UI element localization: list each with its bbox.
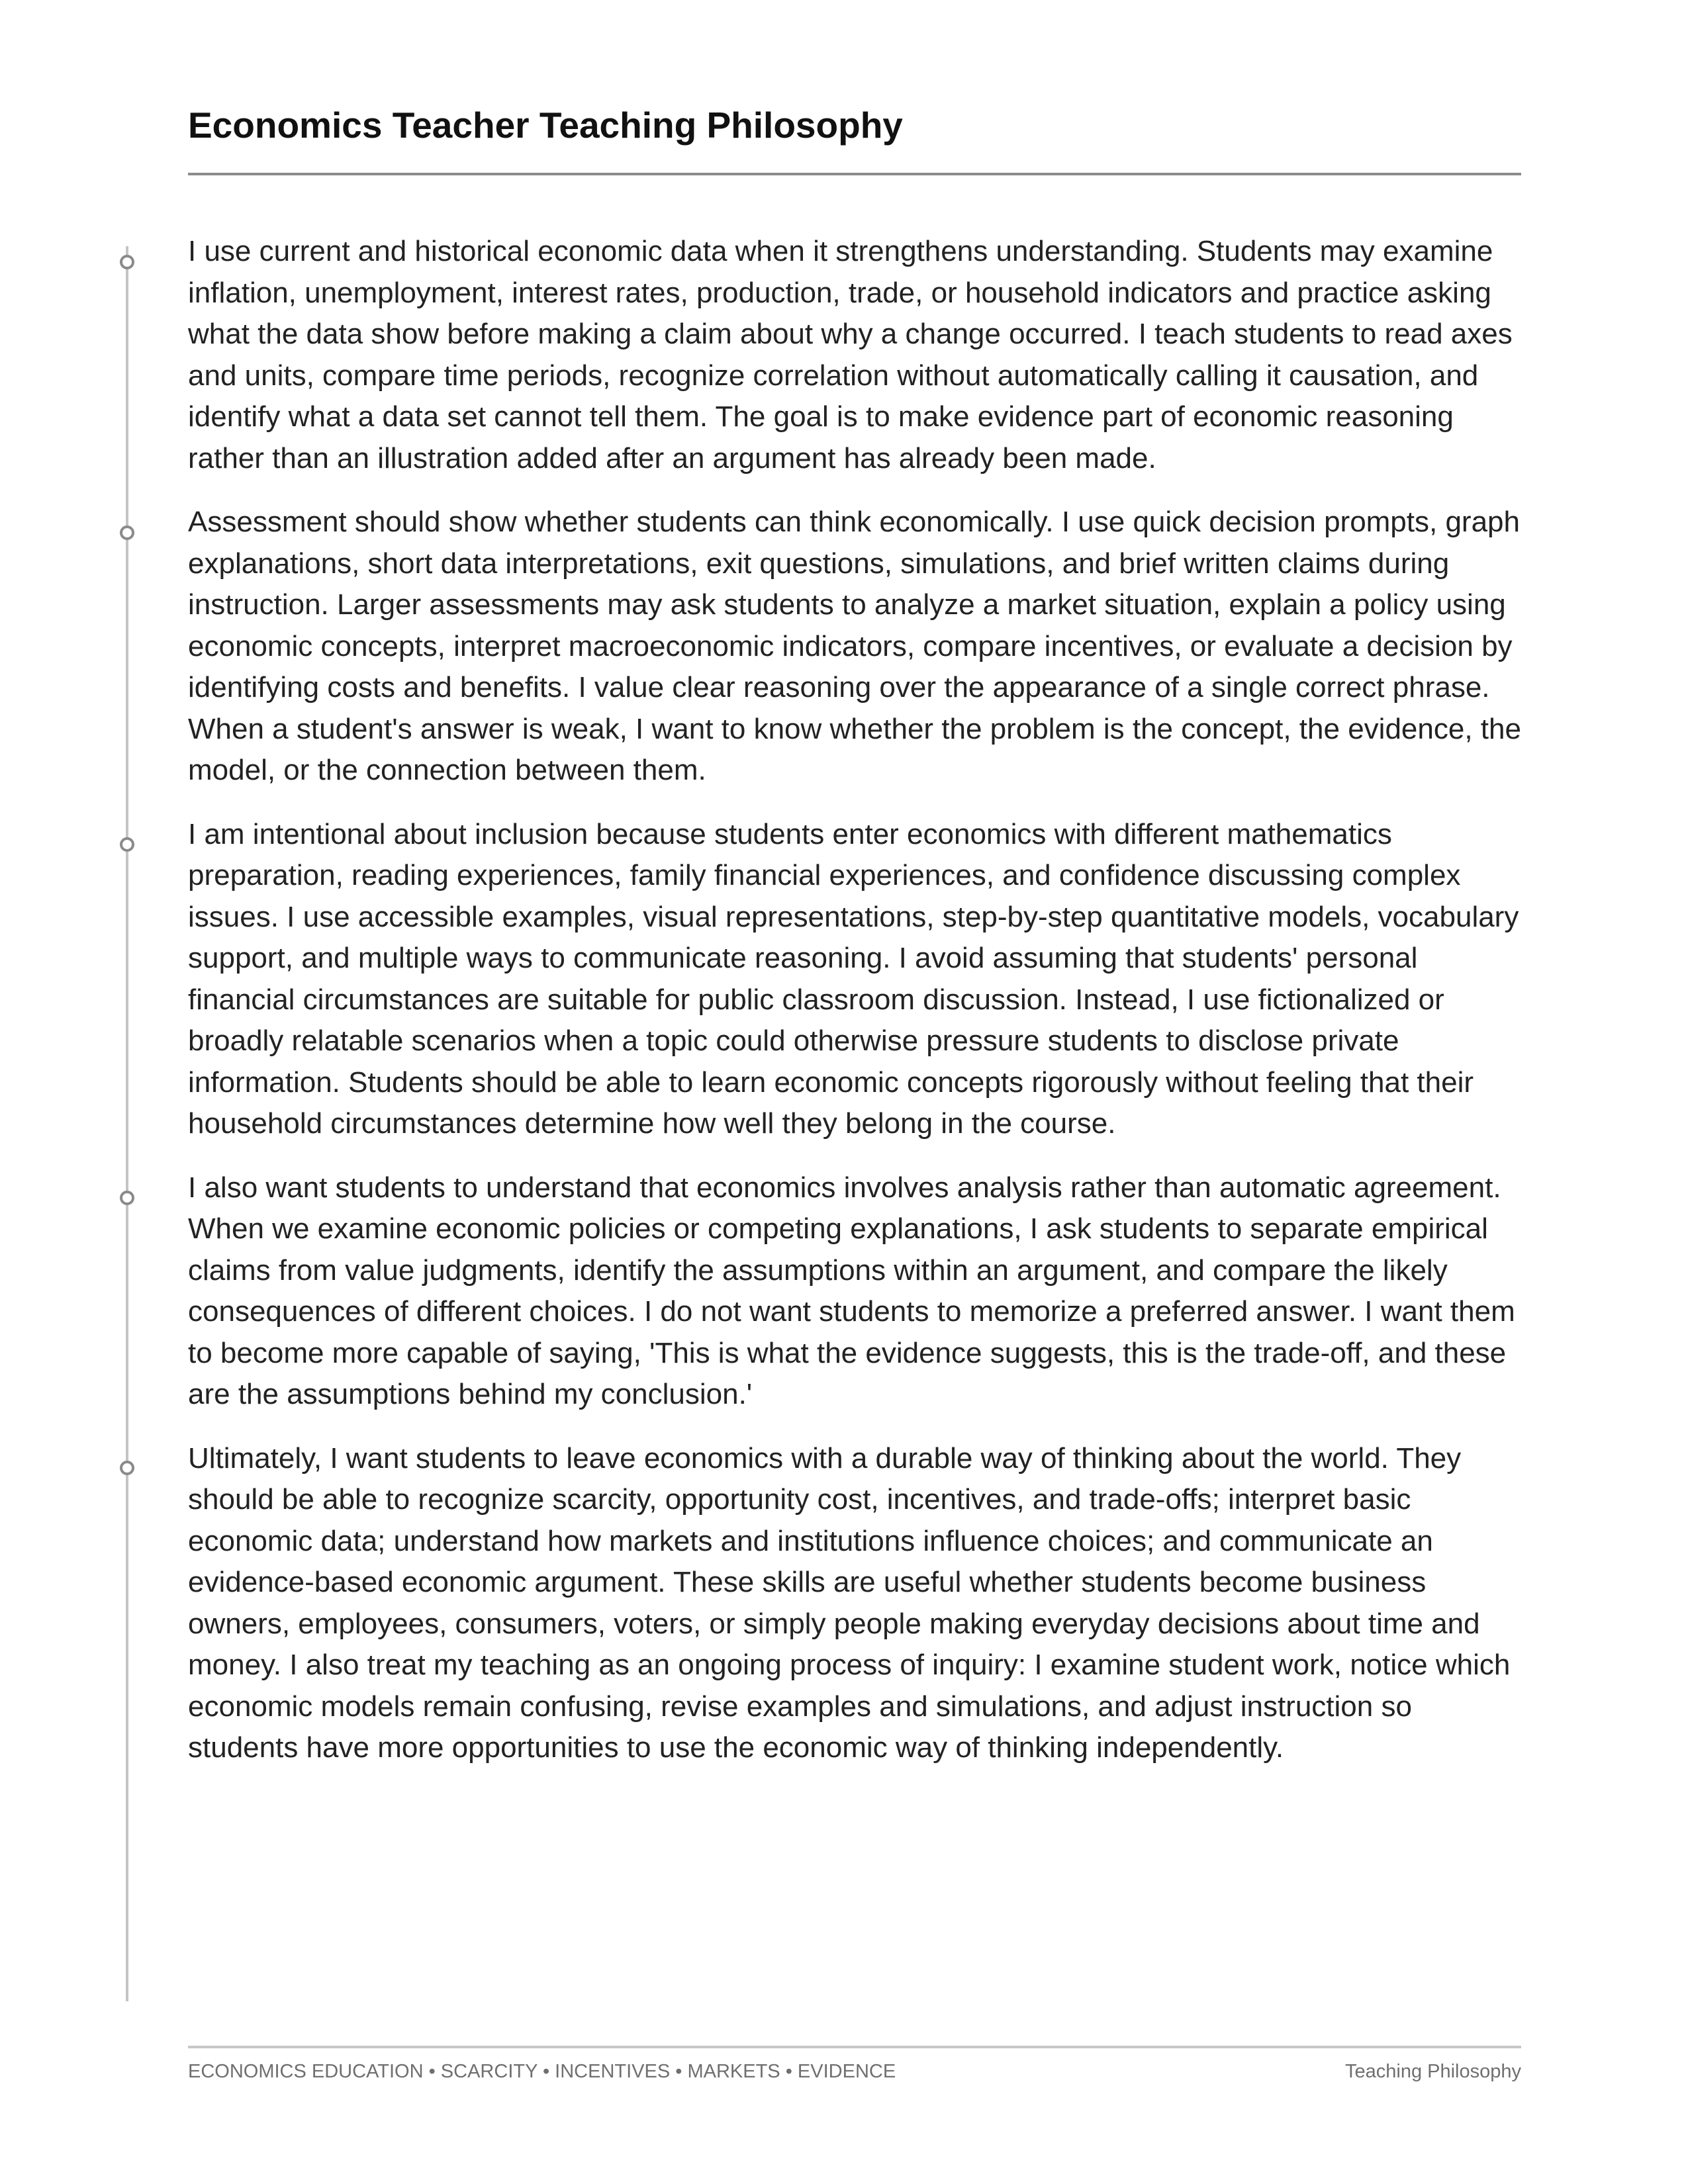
footer-divider bbox=[188, 2046, 1521, 2048]
paragraph-data-evidence: I use current and historical economic data when it strengthens understanding. Students may examine inflation, unemployment, interest rates, production, trade, or household indicators and practice asking what the data show before making a claim about why a change occurred. I teach students to read axes and units, compare time periods, recognize correlation without automatically calling it causation, and identify what a data set cannot tell them. The goal is to make evidence part of economic reasoning rather than an illustration added after an argument has already been made. bbox=[188, 235, 1513, 475]
timeline-marker-4 bbox=[120, 1191, 134, 1205]
timeline-marker-2 bbox=[120, 525, 134, 540]
footer-tagline: ECONOMICS EDUCATION • SCARCITY • INCENTIVES • MARKETS • EVIDENCE bbox=[188, 2061, 896, 2082]
footer-document-label: Teaching Philosophy bbox=[1344, 2061, 1521, 2082]
page-title: Economics Teacher Teaching Philosophy bbox=[188, 105, 903, 146]
paragraph-inclusion: I am intentional about inclusion because students enter economics with different mathematics preparation, reading experiences, family financial experiences, and confidence discussing complex issues. I use accessible examples, visual representations, step-by-step quantitative models, vocabulary support, and multiple ways to communicate reasoning. I avoid assuming that students' personal financial circumstances are suitable for public classroom discussion. Instead, I use fictionalized or broadly relatable scenarios when a topic could otherwise pressure students to disclose private information. Students should be able to learn economic concepts rigorously without feeling that their household circumstances determine how well they belong in the course. bbox=[188, 817, 1519, 1140]
paragraph-assessment: Assessment should show whether students can think economically. I use quick decision prompts, graph explanations, short data interpretations, exit questions, simulations, and brief written claims during instruction. Larger assessments may ask students to analyze a market situation, explain a policy using economic concepts, interpret macroeconomic indicators, compare incentives, or evaluate a decision by identifying costs and benefits. I value clear reasoning over the appearance of a single correct phrase. When a student's answer is weak, I want to know whether the problem is the concept, the evidence, the model, or the connection between them. bbox=[188, 506, 1521, 786]
timeline-marker-5 bbox=[120, 1461, 134, 1475]
paragraph-analysis: I also want students to understand that economics involves analysis rather than automatic agreement. When we examine economic policies or competing explanations, I ask students to separate empirical claims from value judgments, identify the assumptions within an argument, and compare the likely consequences of different choices. I do not want students to memorize a preferred answer. I want them to become more capable of saying, 'This is what the evidence suggests, this is the trade-off, and these are the assumptions behind my conclusion.' bbox=[188, 1171, 1515, 1410]
timeline-marker-3 bbox=[120, 837, 134, 852]
title-divider bbox=[188, 173, 1521, 175]
body-text bbox=[188, 231, 1525, 1792]
timeline-marker-1 bbox=[120, 255, 134, 269]
timeline-line bbox=[126, 246, 128, 2001]
paragraph-conclusion: Ultimately, I want students to leave economics with a durable way of thinking about the world. They should be able to recognize scarcity, opportunity cost, incentives, and trade-offs; interpret basic economic data; understand how markets and institutions influence choices; and communicate an evidence-based economic argument. These skills are useful whether students become business owners, employees, consumers, voters, or simply people making everyday decisions about time and money. I also treat my teaching as an ongoing process of inquiry: I examine student work, notice which economic models remain confusing, revise examples and simulations, and adjust instruction so students have more opportunities to use the economic way of thinking independently. bbox=[188, 1441, 1511, 1764]
